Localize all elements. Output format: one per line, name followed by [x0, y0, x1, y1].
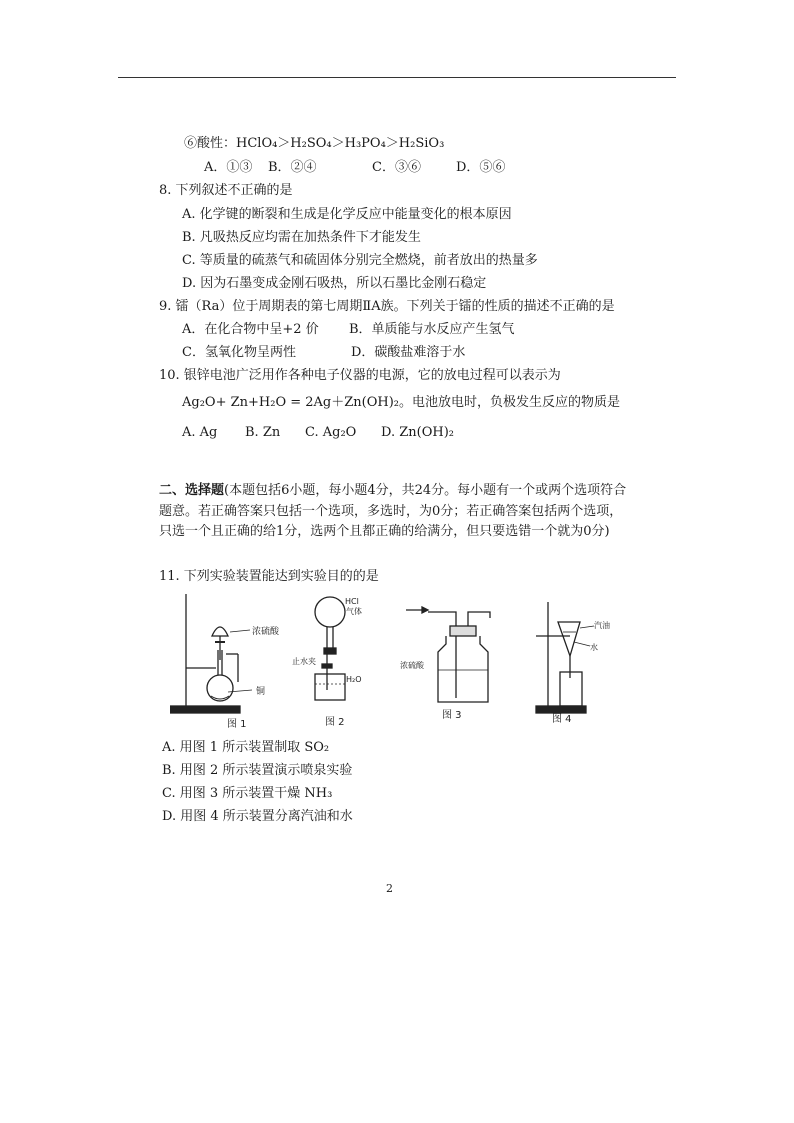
q11-apparatus-figures	[170, 590, 610, 732]
fig2-caption: 图 2	[325, 717, 345, 728]
q11-option-b: B. 用图 2 所示装置演示喷泉实验	[162, 763, 353, 778]
fig1-leader-copper	[228, 690, 252, 692]
fig1-label-copper: 铜	[256, 687, 266, 697]
q8-stem: 8. 下列叙述不正确的是	[159, 183, 293, 198]
q8-option-c: C. 等质量的硫蒸气和硫固体分别完全燃烧，前者放出的热量多	[182, 253, 538, 268]
fig1-label-acid: 浓硫酸	[252, 627, 280, 637]
fig4-sep-funnel	[558, 622, 580, 656]
q10-option-d: D. Zn(OH)₂	[381, 425, 454, 440]
q10-equation: Ag₂O+ Zn+H₂O = 2Ag＋Zn(OH)₂。电池放电时，负极发生反应的物质是	[182, 395, 621, 410]
q11-option-c: C. 用图 3 所示装置干燥 NH₃	[162, 786, 333, 801]
figure-4	[536, 602, 610, 725]
section2-title: 二、选择题	[159, 483, 225, 498]
fig1-flask-liquid	[211, 696, 229, 699]
fig2-round-flask	[315, 597, 345, 627]
q11-option-d: D. 用图 4 所示装置分离汽油和水	[162, 809, 353, 824]
header-rule	[118, 77, 676, 78]
fig2-stopper	[324, 648, 336, 654]
q7-item6: ⑥酸性：HClO₄＞H₂SO₄＞H₃PO₄＞H₂SiO₃	[184, 136, 445, 151]
fig1-stand-base	[170, 706, 240, 713]
q9-option-b: B．单质能与水反应产生氢气	[349, 322, 515, 337]
figure-1	[170, 594, 280, 730]
fig2-label-gas1: HCl	[345, 597, 359, 606]
q9-option-d: D．碳酸盐难溶于水	[351, 345, 466, 360]
fig4-label-gasoline: 汽油	[594, 621, 610, 630]
section2-line3: 只选一个且正确的给1分，选两个且都正确的给满分，但只要选错一个就为0分)	[159, 524, 610, 539]
fig1-leader-acid	[230, 630, 250, 632]
fig2-label-water: H₂O	[346, 675, 362, 684]
page-number: 2	[386, 882, 393, 895]
fig1-funnel	[212, 627, 228, 636]
q10-stem: 10. 银锌电池广泛用作各种电子仪器的电源，它的放电过程可以表示为	[159, 368, 561, 383]
q10-option-b: B. Zn	[245, 425, 281, 440]
section2-line1: (本题包括6小题，每小题4分，共24分。每小题有一个或两个选项符合	[224, 483, 627, 498]
q10-option-c: C. Ag₂O	[305, 425, 357, 440]
fig3-caption: 图 3	[442, 710, 462, 721]
q7-option-c: C．③⑥	[372, 160, 421, 175]
section2-header	[159, 483, 626, 499]
fig2-label-gas2: 气体	[346, 607, 362, 616]
fig4-beaker	[560, 672, 582, 706]
figure-3	[400, 607, 490, 721]
q10-option-a: A. Ag	[182, 425, 218, 440]
q7-option-b: B．②④	[268, 160, 317, 175]
q11-option-a: A. 用图 1 所示装置制取 SO₂	[162, 740, 330, 755]
fig1-flask	[207, 675, 233, 701]
q9-option-a: A．在化合物中呈+2 价	[182, 322, 319, 337]
fig3-bottle	[438, 636, 488, 702]
q8-option-a: A. 化学键的断裂和生成是化学反应中能量变化的根本原因	[182, 207, 512, 222]
fig2-beaker	[315, 674, 345, 700]
q9-option-c: C．氢氧化物呈两性	[182, 345, 296, 360]
q7-option-a: A．①③	[204, 160, 253, 175]
q11-stem: 11. 下列实验装置能达到实验目的的是	[159, 569, 379, 584]
fig3-label-acid: 浓硫酸	[400, 661, 424, 670]
fig4-caption: 图 4	[552, 714, 572, 725]
q7-option-d: D．⑤⑥	[456, 160, 506, 175]
q9-stem: 9. 镭（Ra）位于周期表的第七周期ⅡA族。下列关于镭的性质的描述不正确的是	[159, 299, 615, 314]
fig3-stopper	[450, 626, 476, 636]
q8-option-b: B. 凡吸热反应均需在加热条件下才能发生	[182, 230, 421, 245]
fig4-label-water: 水	[590, 643, 598, 652]
fig4-stand-base	[536, 706, 586, 713]
section2-line2: 题意。若正确答案只包括一个选项，多选时，为0分；若正确答案包括两个选项，	[159, 504, 623, 519]
q8-option-d: D. 因为石墨变成金刚石吸热，所以石墨比金刚石稳定	[182, 276, 487, 291]
fig2-label-clamp: 止水夹	[292, 657, 316, 666]
fig2-clamp	[322, 664, 332, 668]
figure-2	[292, 597, 362, 728]
fig1-caption: 图 1	[227, 719, 247, 730]
